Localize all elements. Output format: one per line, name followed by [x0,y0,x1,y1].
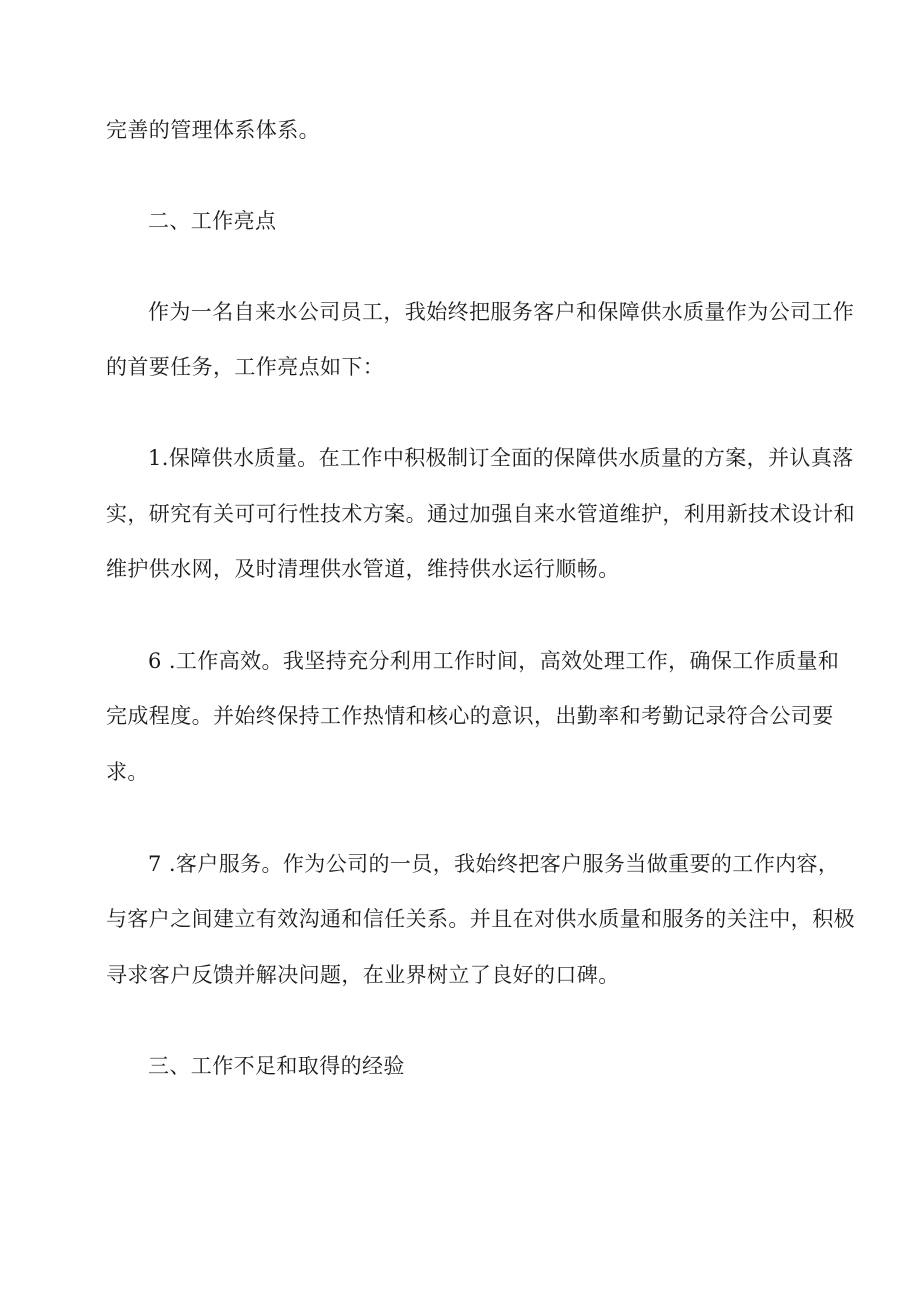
item7-line-3: 寻求客户反馈并解决问题，在业界树立了良好的口碑。 [106,963,620,987]
section-heading-shortcomings: 三、工作不足和取得的经验 [148,1054,405,1078]
item1-line-2: 实，研究有关可可行性技术方案。通过加强自来水管道维护，利用新技术设计和 [106,502,855,526]
continuation-text: 完善的管理体系体系。 [106,118,320,142]
item7-line-2: 与客户之间建立有效沟通和信任关系。并且在对供水质量和服务的关注中，积极 [106,907,855,931]
intro-line-1: 作为一名自来水公司员工，我始终把服务客户和保障供水质量作为公司工作 [148,300,855,324]
item6-line-2: 完成程度。并始终保持工作热情和核心的意识，出勤率和考勤记录符合公司要 [106,704,834,728]
item6-line-1: 6 .工作高效。我坚持充分利用工作时间，高效处理工作，确保工作质量和 [148,649,840,673]
section-heading-highlights: 二、工作亮点 [148,209,277,233]
intro-line-2: 的首要任务，工作亮点如下： [106,355,385,379]
item1-line-1: 1.保障供水质量。在工作中积极制订全面的保障供水质量的方案，并认真落 [148,446,854,470]
item6-line-3: 求。 [106,760,149,784]
item1-line-3: 维护供水网，及时清理供水管道，维持供水运行顺畅。 [106,557,620,581]
item7-line-1: 7 .客户服务。作为公司的一员，我始终把客户服务当做重要的工作内容， [148,852,840,876]
